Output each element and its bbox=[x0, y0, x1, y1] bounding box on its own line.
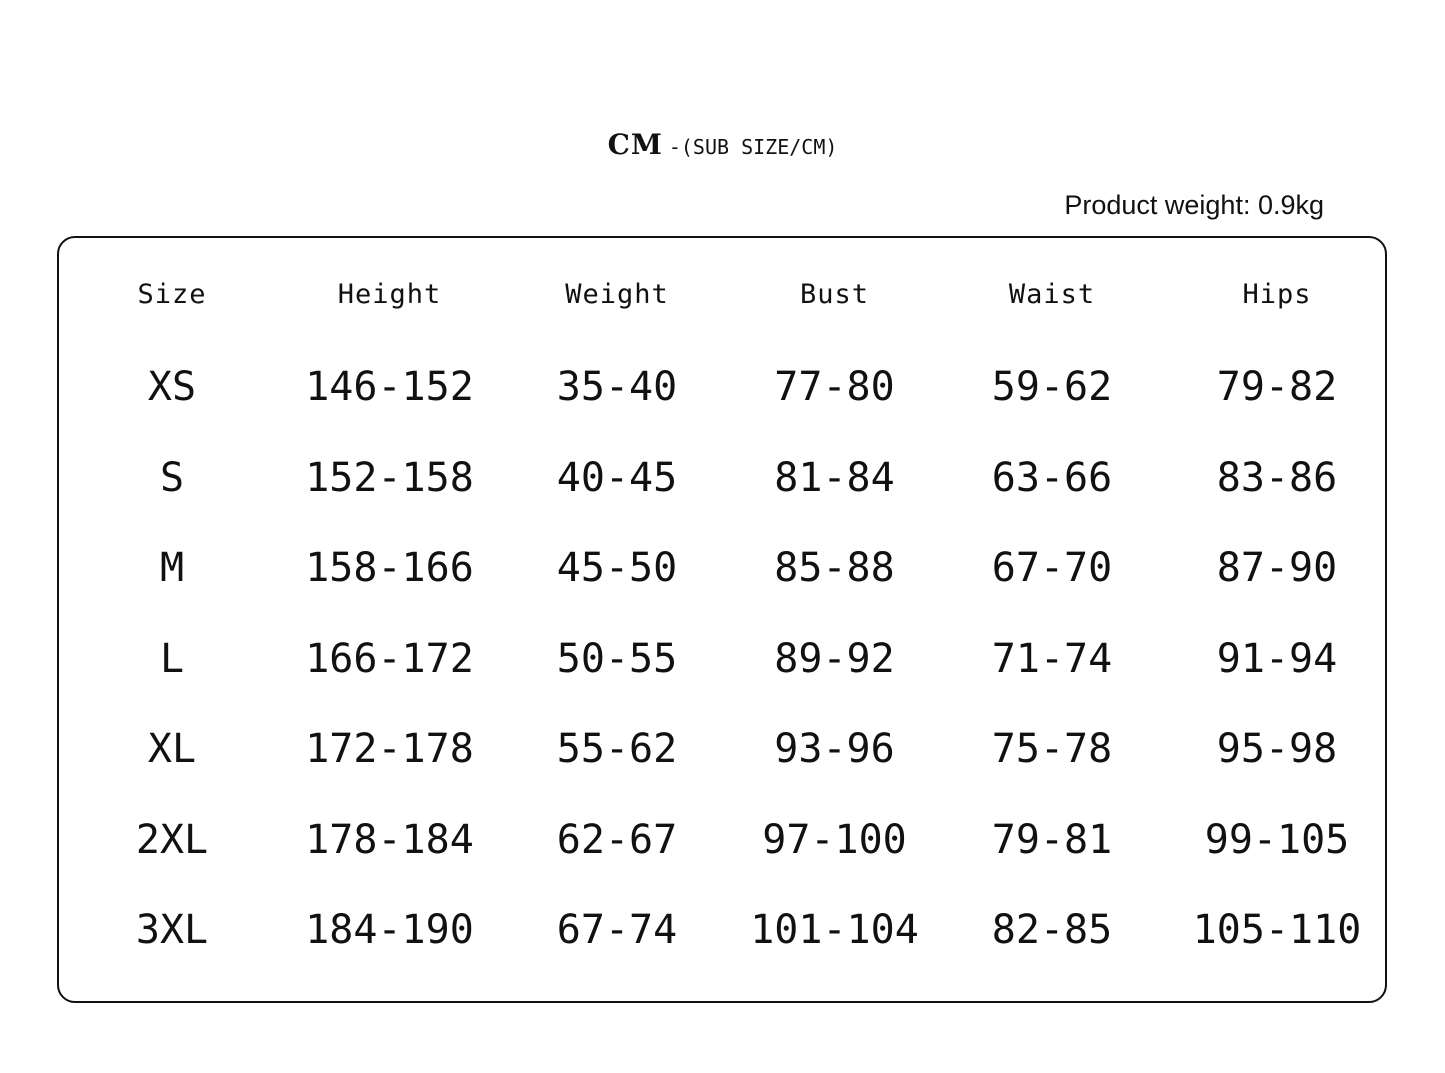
cell-size: S bbox=[159, 454, 185, 501]
cell-weight: 55-62 bbox=[556, 726, 678, 773]
cell-weight: 35-40 bbox=[556, 364, 678, 411]
cell-waist: 63-66 bbox=[991, 454, 1113, 501]
cell-bust: 101-104 bbox=[750, 907, 919, 954]
cell-bust: 93-96 bbox=[774, 726, 895, 773]
cell-bust: 77-80 bbox=[774, 364, 895, 411]
cell-bust: 85-88 bbox=[774, 545, 895, 592]
cell-height: 184-190 bbox=[305, 907, 474, 954]
header-size: Size bbox=[137, 278, 207, 310]
cell-hips: 105-110 bbox=[1192, 907, 1362, 954]
cell-hips: 99-105 bbox=[1204, 816, 1350, 863]
cell-weight: 62-67 bbox=[556, 816, 678, 863]
product-weight: Product weight: 0.9kg bbox=[1064, 190, 1324, 220]
header-weight: Weight bbox=[565, 278, 669, 310]
cell-size: XS bbox=[147, 364, 197, 411]
cell-bust: 89-92 bbox=[774, 635, 895, 682]
cell-hips: 91-94 bbox=[1216, 635, 1338, 682]
cell-hips: 87-90 bbox=[1216, 545, 1338, 592]
cell-waist: 67-70 bbox=[991, 545, 1113, 592]
cell-bust: 97-100 bbox=[762, 816, 907, 863]
header-row bbox=[62, 246, 1382, 342]
cell-weight: 40-45 bbox=[556, 454, 678, 501]
table-row bbox=[62, 885, 1382, 976]
cell-height: 146-152 bbox=[305, 364, 474, 411]
chart-title bbox=[0, 128, 1445, 161]
cell-waist: 75-78 bbox=[991, 726, 1113, 773]
cell-height: 158-166 bbox=[305, 545, 474, 592]
header-bust: Bust bbox=[799, 278, 870, 310]
cell-height: 172-178 bbox=[305, 726, 474, 773]
cell-size: XL bbox=[147, 726, 197, 773]
table-row bbox=[62, 704, 1382, 795]
cell-size: L bbox=[159, 635, 185, 682]
table-row bbox=[62, 795, 1382, 886]
cell-hips: 95-98 bbox=[1216, 726, 1338, 773]
cell-waist: 82-85 bbox=[991, 907, 1113, 954]
table-row bbox=[62, 614, 1382, 705]
cell-size: 3XL bbox=[135, 907, 209, 954]
cell-height: 166-172 bbox=[305, 635, 474, 682]
cell-hips: 79-82 bbox=[1216, 364, 1338, 411]
header-height: Height bbox=[337, 278, 442, 310]
title-unit: CM bbox=[607, 128, 663, 161]
cell-size: 2XL bbox=[135, 816, 209, 863]
cell-weight: 50-55 bbox=[556, 635, 678, 682]
cell-weight: 67-74 bbox=[556, 907, 678, 954]
cell-hips: 83-86 bbox=[1216, 454, 1338, 501]
cell-waist: 79-81 bbox=[991, 816, 1113, 863]
header-waist: Waist bbox=[1008, 278, 1096, 310]
cell-waist: 71-74 bbox=[991, 635, 1113, 682]
table-row bbox=[62, 523, 1382, 614]
cell-waist: 59-62 bbox=[991, 364, 1113, 411]
title-subtitle: -(SUB SIZE/CM) bbox=[668, 135, 838, 159]
cell-weight: 45-50 bbox=[556, 545, 678, 592]
table-row bbox=[62, 433, 1382, 524]
cell-height: 178-184 bbox=[305, 816, 474, 863]
table-row bbox=[62, 342, 1382, 433]
cell-height: 152-158 bbox=[305, 454, 474, 501]
cell-bust: 81-84 bbox=[774, 454, 895, 501]
cell-size: M bbox=[159, 545, 185, 592]
header-hips: Hips bbox=[1242, 278, 1312, 310]
size-table bbox=[62, 246, 1382, 976]
